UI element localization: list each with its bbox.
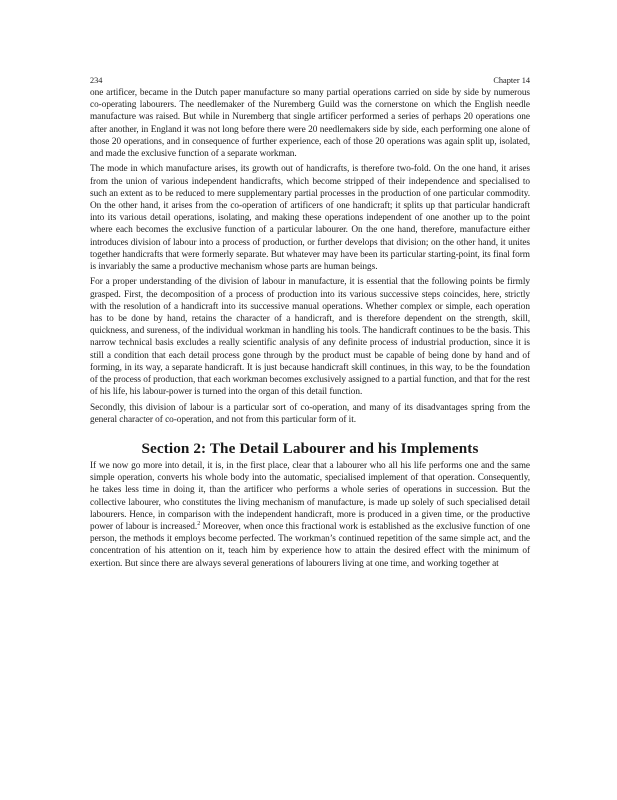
paragraph-text: Moreover, when once this fractional work is established as the exclusive function of one person, the methods it employs become perfected. The workman’s continued repetition of the same simple act, and the concentration of his attention on it, teach him by experience how to attain the desired effect with the minimum of exertion. But since there are always several generations of labourers living at one time, and working together at [90,522,530,569]
running-header [90,76,530,86]
chapter-label: Chapter 14 [493,76,530,85]
paragraph: The mode in which manufacture arises, its growth out of handicrafts, is therefore two-fold. On the one hand, it arises from the union of various independent handicrafts, which become stripped of their independence and specialised to such an extent as to be reduced to mere supplementary partial processes in the production of one particular commodity. On the other hand, it arises from the co-operation of artificers of one handicraft; it splits up that particular handicraft into its various detail operations, isolating, and making these operations independent of one another up to the point where each becomes the exclusive function of a particular labourer. On the one hand, therefore, manufacture either introduces division of labour into a process of production, or further develops that division; on the other hand, it unites together handicrafts that were formerly separate. But whatever may have been its particular starting-point, its final form is invariably the same a productive mechanism whose parts are human beings. [90,164,530,273]
section-heading: Section 2: The Detail Labourer and his Implements [141,440,479,458]
page-body [90,87,530,573]
footnote-reference[interactable]: 2 [197,520,201,527]
paragraph-text: If we now go more into detail, it is, in the first place, clear that a labourer who all his life performs one and the same simple operation, converts his whole body into the automatic, specialised implement of that operation. Consequently, he takes less time in doing it, than the artificer who performs a whole series of operations in succession. But the collective labourer, who constitutes the living mechanism of manufacture, is made up solely of such specialised detail labourers. Hence, in comparison with the independent handicraft, more is produced in a given time, or the productive power of labour is increased. [90,461,530,533]
paragraph [90,460,530,570]
page-number: 234 [90,76,103,85]
paragraph: For a proper understanding of the division of labour in manufacture, it is essential that the following points be firmly grasped. First, the decomposition of a process of production into its various successive steps coincides, here, strictly with the resolution of a handicraft into its successive manual operations. Whether complex or simple, each operation has to be done by hand, retains the character of a handicraft, and is therefore dependent on the strength, skill, quickness, and sureness, of the individual workman in handling his tools. The handicraft continues to be the basis. This narrow technical basis excludes a really scientific analysis of any definite process of industrial production, since it is still a condition that each detail process gone through by the product must be capable of being done by hand and of forming, in its way, a separate handicraft. It is just because handicraft skill continues, in this way, to be the foundation of the process of production, that each workman becomes exclusively assigned to a partial function, and that for the rest of his life, his labour-power is turned into the organ of this detail function. [90,277,530,398]
paragraph: Secondly, this division of labour is a particular sort of co-operation, and many of its disadvantages spring from the general character of co-operation, and not from this particular form of it. [90,402,530,425]
paragraph: one artificer, became in the Dutch paper manufacture so many partial operations carried on side by side by numerous co-operating labourers. The needlemaker of the Nuremberg Guild was the cornerstone on which the English needle manufacture was raised. But while in Nuremberg that single artificer performed a series of perhaps 20 operations one after another, in England it was not long before there were 20 needlemakers side by side, each performing one alone of those 20 operations, and in consequence of further experience, each of those 20 operations was again split up, isolated, and made the exclusive function of a separate workman. [90,88,530,160]
